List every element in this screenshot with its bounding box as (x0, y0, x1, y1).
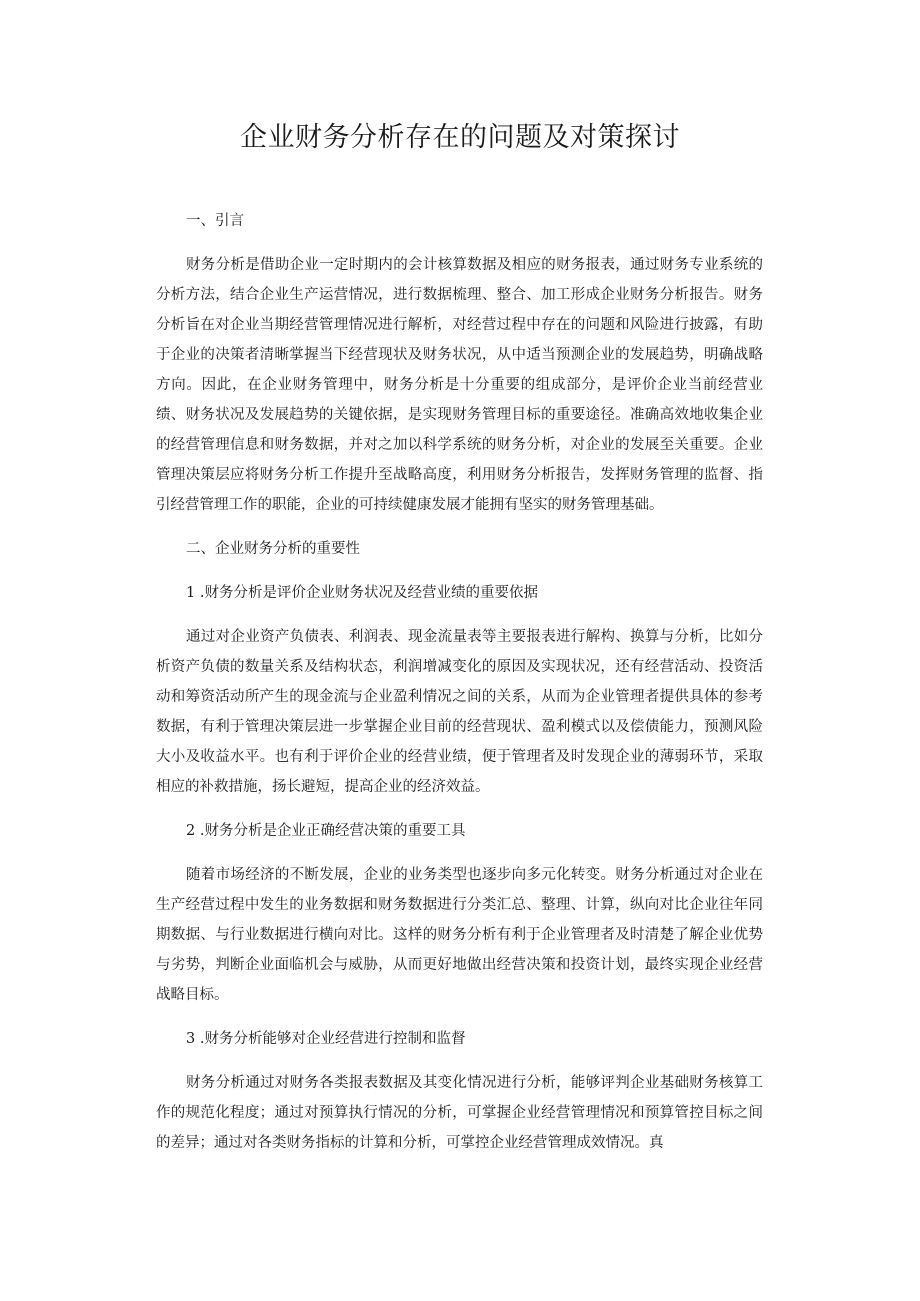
paragraph-3: 财务分析通过对财务各类报表数据及其变化情况进行分析，能够评判企业基础财务核算工作的规范化程度；通过对预算执行情况的分析，可掌握企业经营管理情况和预算管控目标之间的差异；通过对各类财务指标的计算和分析，可掌控企业经营管理成效情况。真 (156, 1075, 763, 1151)
paragraph-1: 通过对企业资产负债表、利润表、现金流量表等主要报表进行解构、换算与分析，比如分析资产负债的数量关系及结构状态，利润增减变化的原因及实现状况，还有经营活动、投资活动和筹资活动所产生的现金流与企业盈利情况之间的关系，从而为企业管理者提供具体的参考数据，有利于管理决策层进一步掌握企业目前的经营现状、盈利模式以及偿债能力，预测风险大小及收益水平。也有利于评价企业的经营业绩，便于管理者及时发现企业的薄弱环节，采取相应的补救措施，扬长避短，提高企业的经济效益。 (156, 629, 763, 795)
section-heading-introduction: 一、引言 (186, 213, 244, 229)
subheading-2: 2 .财务分析是企业正确经营决策的重要工具 (186, 823, 466, 839)
paragraph-introduction: 财务分析是借助企业一定时期内的会计核算数据及相应的财务报表，通过财务专业系统的分析方法，结合企业生产运营情况，进行数据梳理、整合、加工形成企业财务分析报告。财务分析旨在对企业当期经营管理情况进行解析，对经营过程中存在的问题和风险进行披露，有助于企业的决策者清晰掌握当下经营现状及财务状况，从中适当预测企业的发展趋势，明确战略方向。因此，在企业财务管理中，财务分析是十分重要的组成部分，是评价企业当前经营业绩、财务状况及发展趋势的关键依据，是实现财务管理目标的重要途径。准确高效地收集企业的经营管理信息和财务数据，并对之加以科学系统的财务分析，对企业的发展至关重要。企业管理决策层应将财务分析工作提升至战略高度，利用财务分析报告，发挥财务管理的监督、指引经营管理工作的职能，企业的可持续健康发展才能拥有坚实的财务管理基础。 (156, 257, 763, 513)
paragraph-2: 随着市场经济的不断发展，企业的业务类型也逐步向多元化转变。财务分析通过对企业在生产经营过程中发生的业务数据和财务数据进行分类汇总、整理、计算，纵向对比企业往年同期数据、与行业数据进行横向对比。这样的财务分析有利于企业管理者及时清楚了解企业优势与劣势，判断企业面临机会与威胁，从而更好地做出经营决策和投资计划，最终实现企业经营战略目标。 (156, 867, 763, 1003)
document-title: 企业财务分析存在的问题及对策探讨 (240, 122, 680, 153)
document-body (156, 206, 763, 1172)
subheading-1: 1 .财务分析是评价企业财务状况及经营业绩的重要依据 (186, 585, 538, 601)
subheading-3: 3 .财务分析能够对企业经营进行控制和监督 (186, 1031, 466, 1047)
section-heading-importance: 二、企业财务分析的重要性 (186, 541, 360, 557)
